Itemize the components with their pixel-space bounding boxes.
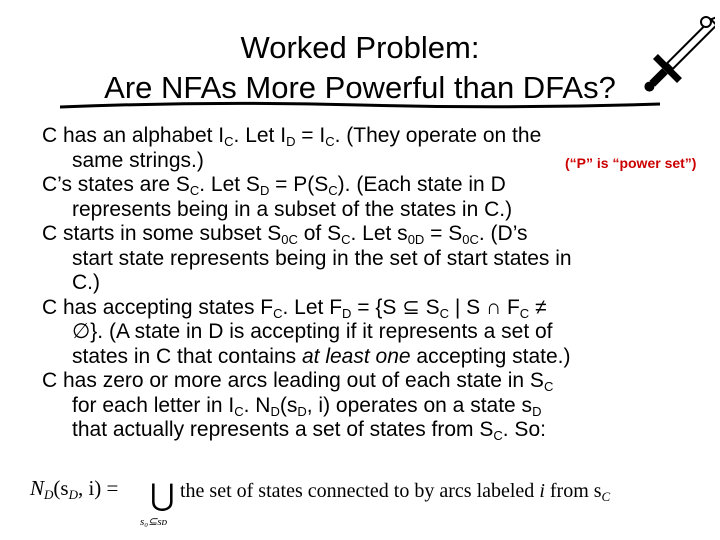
union-subscript: s₀⊆sᴅ	[140, 516, 168, 528]
formula-lhs: $N_D(s_D$, i) =	[30, 476, 119, 502]
body-line: same strings.)	[72, 148, 204, 172]
power-set-note: (“P” is “power set”)	[565, 155, 697, 171]
body-line: C starts in some subset $S_{0C}$ of $S_C$. Let $s_{0D} = S_{0C}$. (D’s	[42, 222, 528, 247]
body-line: for each letter in $I_C$. $N_D(s_D$, i) operates on a state $s_D$	[72, 393, 542, 419]
title-line-2: Are NFAs More Powerful than DFAs?	[104, 70, 616, 105]
slide-title	[40, 28, 680, 108]
body-line: C has an alphabet $I_C$. Let $I_D = I_C$. (They operate on the	[42, 124, 542, 149]
body-line: represents being in a subset of the states in C.)	[72, 197, 513, 221]
body-line: ∅}. (A state in D is accepting if it represents a set of	[72, 320, 553, 343]
union-symbol: ⋃	[150, 479, 175, 512]
body-line: that actually represents a set of states from $S_C$. So:	[72, 418, 546, 443]
title-underline	[60, 100, 660, 112]
body-line: C has zero or more arcs leading out of each state in $S_C$	[42, 369, 554, 394]
body-line: states in C that contains at least one accepting state.)	[72, 344, 571, 368]
body-line: C’s states are $S_C$. Let $S_D = P(S_C)$. (Each state in D	[42, 173, 506, 198]
sword-icon	[640, 12, 715, 107]
formula-rhs: the set of states connected to by arcs labeled i from $s_C$	[180, 480, 611, 504]
body-line: C.)	[72, 271, 100, 294]
body-line: C has accepting states $F_C$. Let $F_D = \{S$ ⊆ $S_C$ | S ∩ $F_C$ ≠	[42, 295, 547, 321]
slide-body	[42, 124, 712, 443]
body-line: start state represents being in the set of start states in	[72, 246, 572, 270]
title-line-1: Worked Problem:	[240, 30, 480, 65]
